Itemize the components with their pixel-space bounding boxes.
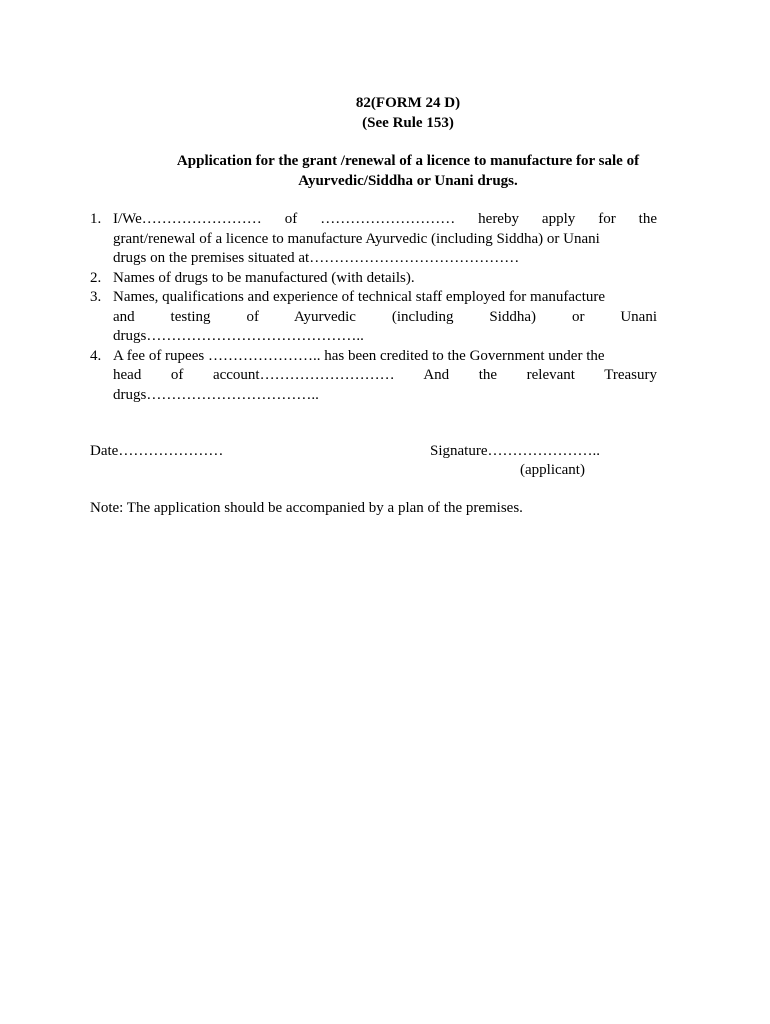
applicant-caption: (applicant) <box>520 462 585 478</box>
clause-4 <box>90 347 657 406</box>
application-clauses <box>90 210 657 405</box>
clause-number: 1. <box>90 211 102 227</box>
clause-number: 2. <box>90 269 102 286</box>
note-text: Note: The application should be accompanied by a plan of the premises. <box>90 500 523 516</box>
form-number-heading: 82(FORM 24 D) <box>355 95 461 111</box>
clause-line: I/We…………………… of ……………………… hereby apply for the <box>113 211 657 227</box>
form-title: Application for the grant /renewal of a licence to manufacture for sale of Ayurvedic/Siddha or Unani drugs. <box>176 153 640 189</box>
clause-2 <box>90 269 657 289</box>
clause-line: grant/renewal of a licence to manufacture Ayurvedic (including Siddha) or Unani <box>113 230 600 247</box>
date-field: Date………………… <box>90 443 224 459</box>
clause-line: Names of drugs to be manufactured (with details). <box>113 269 415 286</box>
clause-line: Names, qualifications and experience of technical staff employed for manufacture <box>113 289 606 305</box>
clause-3 <box>90 288 657 347</box>
clause-line: drugs…………………………….. <box>113 386 319 403</box>
clause-number: 3. <box>90 289 102 305</box>
clause-line: A fee of rupees ………………….. has been credited to the Government under the <box>113 347 605 364</box>
signature-field: Signature………………….. <box>430 443 600 459</box>
rule-reference-heading: (See Rule 153) <box>362 115 454 131</box>
clause-1 <box>90 210 657 269</box>
clause-line: drugs…………………………………….. <box>113 328 364 344</box>
clause-line: drugs on the premises situated at…………………………………… <box>113 250 520 266</box>
clause-line: head of account……………………… And the relevant Treasury <box>113 367 657 383</box>
clause-line: and testing of Ayurvedic (including Siddha) or Unani <box>113 308 657 325</box>
clause-number: 4. <box>90 347 102 364</box>
